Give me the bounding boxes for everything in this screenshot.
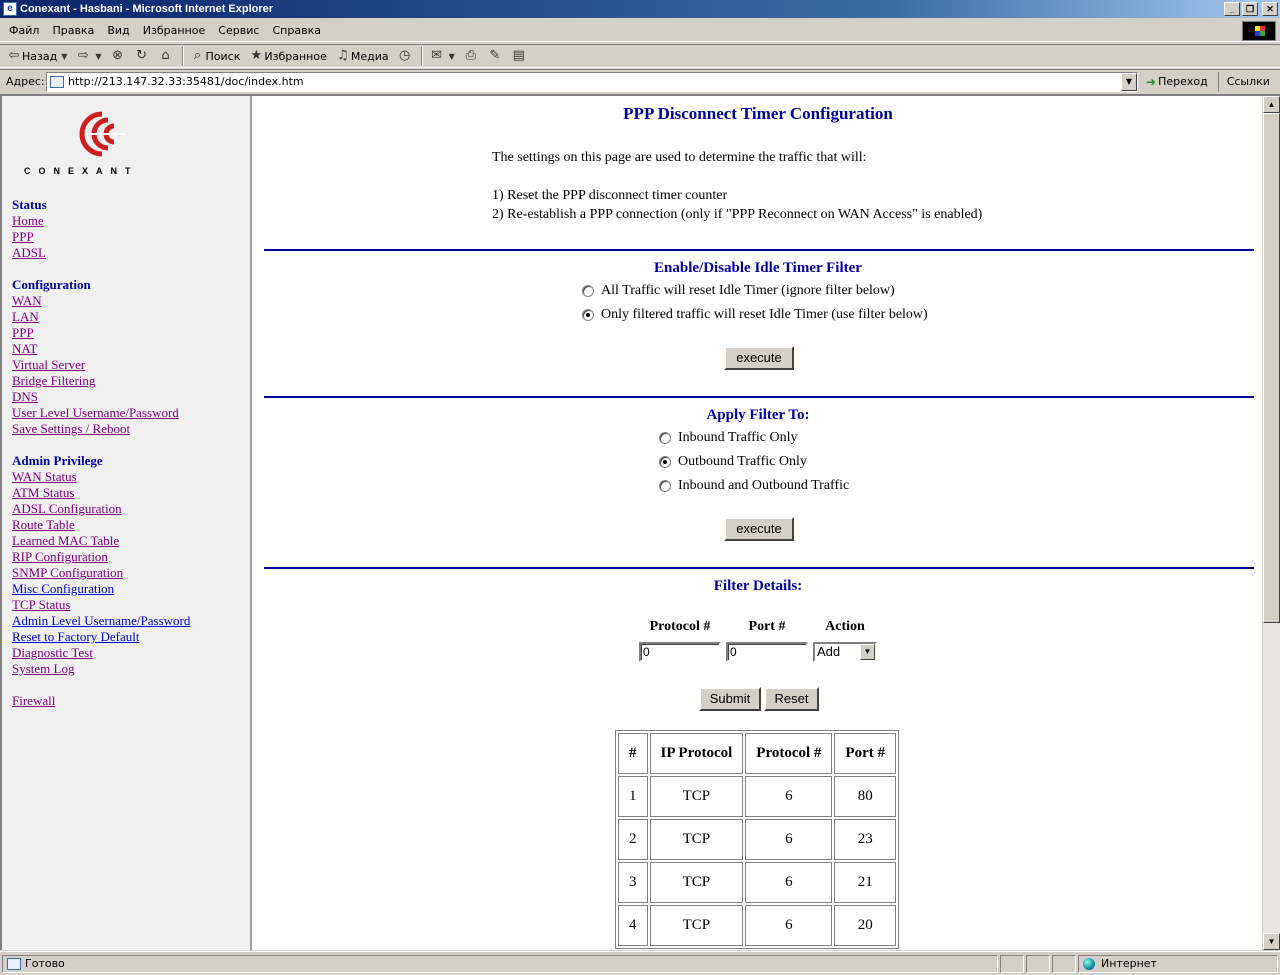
idle-option-filtered[interactable] <box>582 307 928 323</box>
nav-link-wan-status[interactable]: WAN Status <box>12 469 77 484</box>
address-bar <box>0 69 1280 93</box>
search-button[interactable] <box>190 46 241 66</box>
apply-both-radio[interactable] <box>659 480 671 492</box>
page-icon <box>50 76 64 88</box>
minimize-button[interactable]: _ <box>1224 2 1240 16</box>
refresh-icon: ↻ <box>136 48 147 63</box>
menu-view[interactable]: Вид <box>107 24 130 37</box>
search-label: Поиск <box>205 49 241 63</box>
action-select[interactable] <box>813 642 877 662</box>
menu-edit[interactable]: Правка <box>52 24 95 37</box>
nav-link-nat[interactable]: NAT <box>12 341 38 356</box>
forward-dropdown-icon[interactable]: ▼ <box>95 51 102 61</box>
table-cell: TCP <box>650 819 744 860</box>
port-label: Port # <box>748 619 786 634</box>
back-arrow-icon: ⇦ <box>8 48 20 63</box>
nav-link-firewall[interactable]: Firewall <box>12 693 56 708</box>
favorites-icon: ★ <box>250 48 263 63</box>
apply-both[interactable] <box>659 478 849 494</box>
nav-link-learned-mac[interactable]: Learned MAC Table <box>12 533 120 548</box>
toolbar-separator <box>421 47 423 65</box>
apply-execute-button[interactable]: execute <box>724 517 794 541</box>
filter-details-title: Filter Details: <box>713 578 803 594</box>
edit-icon: ✎ <box>489 48 501 63</box>
media-button[interactable] <box>335 46 389 66</box>
history-button[interactable] <box>397 46 413 66</box>
restore-button[interactable]: ❐ <box>1242 2 1258 16</box>
address-label: Адрес: <box>6 75 45 88</box>
media-label: Медиа <box>350 49 389 63</box>
nav-link-diagnostic-test[interactable]: Diagnostic Test <box>12 645 93 660</box>
table-header: # <box>618 733 648 774</box>
status-cell <box>1026 955 1050 973</box>
nav-link-misc-configuration[interactable]: Misc Configuration <box>12 581 115 596</box>
windows-logo-icon <box>1242 21 1276 41</box>
stop-icon: ⊗ <box>112 48 123 63</box>
table-row <box>618 776 896 817</box>
menu-file[interactable]: Файл <box>9 24 40 37</box>
logo-text: CONEXANT <box>24 166 139 176</box>
table-cell: 1 <box>618 776 648 817</box>
ie-icon: e <box>3 2 17 16</box>
idle-option-all-label: All Traffic will reset Idle Timer (ignore filter below) <box>601 283 895 298</box>
nav-link-rip-configuration[interactable]: RIP Configuration <box>12 549 108 564</box>
nav-link-bridge-filtering[interactable]: Bridge Filtering <box>12 373 96 388</box>
home-icon: ⌂ <box>161 48 170 63</box>
back-dropdown-icon[interactable]: ▼ <box>61 51 68 61</box>
forward-button[interactable] <box>75 46 101 66</box>
mail-dropdown-icon[interactable]: ▼ <box>448 51 455 61</box>
port-input[interactable]: 0 <box>726 642 808 662</box>
table-header-row <box>618 733 896 774</box>
idle-option-filtered-radio[interactable] <box>582 309 594 321</box>
table-cell: TCP <box>650 905 744 946</box>
nav-link-lan[interactable]: LAN <box>12 309 39 324</box>
nav-section-configuration: Configuration <box>12 277 91 292</box>
table-cell: 4 <box>618 905 648 946</box>
table-header: IP Protocol <box>650 733 744 774</box>
nav-link-system-log[interactable]: System Log <box>12 661 75 676</box>
home-button[interactable] <box>158 46 174 66</box>
go-button[interactable] <box>1146 75 1208 89</box>
media-icon: ♫ <box>337 48 349 63</box>
zone-label: Интернет <box>1101 957 1157 970</box>
scroll-thumb[interactable] <box>1263 113 1280 623</box>
table-cell: 6 <box>745 905 832 946</box>
history-icon: ◷ <box>398 48 411 63</box>
window-title: Conexant - Hasbani - Microsoft Internet Explorer <box>20 3 274 15</box>
status-main <box>2 955 998 973</box>
apply-outbound-label: Outbound Traffic Only <box>678 454 807 469</box>
intro-line <box>492 167 982 186</box>
title-bar <box>0 0 1280 18</box>
refresh-button[interactable] <box>134 46 150 66</box>
sidebar-nav <box>12 197 190 709</box>
nav-link-wan[interactable]: WAN <box>12 293 42 308</box>
section-divider <box>264 249 1254 251</box>
conexant-logo-icon <box>62 110 142 158</box>
menu-bar <box>0 20 1280 42</box>
status-cell <box>1052 955 1076 973</box>
favorites-label: Избранное <box>264 49 327 63</box>
table-cell: 6 <box>745 862 832 903</box>
filter-table <box>615 730 899 949</box>
search-icon: ⌕ <box>193 48 202 63</box>
edit-button[interactable] <box>487 46 503 66</box>
vertical-scrollbar[interactable] <box>1262 96 1280 950</box>
print-icon: ⎙ <box>465 48 476 63</box>
links-label: Ссылки <box>1226 74 1270 88</box>
table-row <box>618 862 896 903</box>
nav-link-ppp-status[interactable]: PPP <box>12 229 34 244</box>
close-button[interactable]: ✕ <box>1262 2 1278 16</box>
nav-link-virtual-server[interactable]: Virtual Server <box>12 357 86 372</box>
table-cell: 20 <box>834 905 896 946</box>
back-button[interactable] <box>6 46 67 66</box>
idle-option-filtered-label: Only filtered traffic will reset Idle Timer (use filter below) <box>601 307 928 322</box>
address-url[interactable]: http://213.147.32.33:35481/doc/index.htm <box>68 75 304 88</box>
go-label: Переход <box>1158 75 1208 88</box>
idle-filter-title: Enable/Disable Idle Timer Filter <box>654 260 862 276</box>
main-frame <box>254 96 1262 950</box>
page-status-icon <box>7 958 21 970</box>
links-button[interactable] <box>1218 72 1270 92</box>
page-viewport <box>0 94 1280 950</box>
address-input[interactable] <box>46 72 1138 92</box>
apply-inbound[interactable] <box>659 430 798 446</box>
table-cell: 21 <box>834 862 896 903</box>
nav-link-save-reboot[interactable]: Save Settings / Reboot <box>12 421 131 436</box>
status-text: Готово <box>25 957 65 970</box>
action-select-value: Add <box>817 644 841 659</box>
table-cell: 6 <box>745 776 832 817</box>
scroll-down-button[interactable]: ▼ <box>1263 933 1280 950</box>
address-dropdown-button[interactable]: ▼ <box>1121 73 1137 91</box>
nav-link-tcp-status[interactable]: TCP Status <box>12 597 71 612</box>
go-arrow-icon: ➜ <box>1146 74 1157 89</box>
nav-section-admin: Admin Privilege <box>12 453 103 468</box>
idle-execute-button[interactable]: execute <box>724 346 794 370</box>
mail-button[interactable] <box>429 46 455 66</box>
table-cell: 6 <box>745 819 832 860</box>
forward-arrow-icon: ⇨ <box>77 48 89 63</box>
intro-line: The settings on this page are used to determine the traffic that will: <box>492 150 867 165</box>
table-cell: 23 <box>834 819 896 860</box>
nav-link-ppp[interactable]: PPP <box>12 325 34 340</box>
protocol-input[interactable]: 0 <box>639 642 721 662</box>
table-cell: 2 <box>618 819 648 860</box>
nav-link-factory-reset[interactable]: Reset to Factory Default <box>12 629 140 644</box>
status-bar <box>0 951 1280 975</box>
page-title: PPP Disconnect Timer Configuration <box>623 104 893 123</box>
nav-link-adsl-status[interactable]: ADSL <box>12 245 46 260</box>
scroll-up-button[interactable]: ▲ <box>1263 96 1280 113</box>
menu-favorites[interactable]: Избранное <box>142 24 206 37</box>
idle-option-all[interactable] <box>582 283 895 299</box>
intro-line: 1) Reset the PPP disconnect timer counter <box>492 188 728 203</box>
protocol-label: Protocol # <box>649 619 711 634</box>
stop-button[interactable] <box>110 46 126 66</box>
apply-both-label: Inbound and Outbound Traffic <box>678 478 850 493</box>
reset-button[interactable]: Reset <box>764 687 819 711</box>
table-cell: TCP <box>650 776 744 817</box>
sidebar-frame <box>2 96 252 950</box>
table-header: Protocol # <box>745 733 832 774</box>
toolbar-separator <box>182 47 184 65</box>
apply-outbound[interactable] <box>659 454 807 470</box>
table-row <box>618 905 896 946</box>
standard-toolbar <box>0 44 1280 68</box>
section-divider <box>264 396 1254 398</box>
print-button[interactable] <box>463 46 479 66</box>
chevron-down-icon[interactable]: ▼ <box>860 644 875 660</box>
apply-filter-title: Apply Filter To: <box>706 407 810 423</box>
menu-tools[interactable]: Сервис <box>218 24 260 37</box>
discuss-icon: ▤ <box>512 48 525 63</box>
table-header: Port # <box>834 733 896 774</box>
apply-outbound-radio[interactable] <box>659 456 671 468</box>
nav-link-dns[interactable]: DNS <box>12 389 39 404</box>
idle-option-all-radio[interactable] <box>582 285 594 297</box>
menu-help[interactable]: Справка <box>272 24 321 37</box>
security-zone <box>1078 955 1278 973</box>
action-label: Action <box>825 619 865 634</box>
section-divider <box>264 567 1254 569</box>
nav-link-route-table[interactable]: Route Table <box>12 517 75 532</box>
nav-link-snmp-configuration[interactable]: SNMP Configuration <box>12 565 124 580</box>
mail-icon: ✉ <box>431 48 443 63</box>
table-cell: TCP <box>650 862 744 903</box>
globe-icon <box>1083 958 1095 970</box>
table-cell: 80 <box>834 776 896 817</box>
nav-section-status: Status <box>12 197 47 212</box>
nav-link-home[interactable]: Home <box>12 213 44 228</box>
nav-link-admin-password[interactable]: Admin Level Username/Password <box>12 613 191 628</box>
conexant-logo <box>24 110 194 180</box>
apply-inbound-radio[interactable] <box>659 432 671 444</box>
table-cell: 3 <box>618 862 648 903</box>
intro-text <box>492 148 982 224</box>
nav-link-user-password[interactable]: User Level Username/Password <box>12 405 179 420</box>
status-cell <box>1000 955 1024 973</box>
intro-line: 2) Re-establish a PPP connection (only if "PPP Reconnect on WAN Access" is enabled) <box>492 207 983 222</box>
favorites-button[interactable] <box>248 46 326 66</box>
apply-inbound-label: Inbound Traffic Only <box>678 430 798 445</box>
table-row <box>618 819 896 860</box>
nav-link-atm-status[interactable]: ATM Status <box>12 485 75 500</box>
nav-link-adsl-configuration[interactable]: ADSL Configuration <box>12 501 122 516</box>
submit-button[interactable]: Submit <box>699 687 761 711</box>
back-label: Назад <box>22 49 58 63</box>
discuss-button[interactable] <box>511 46 527 66</box>
